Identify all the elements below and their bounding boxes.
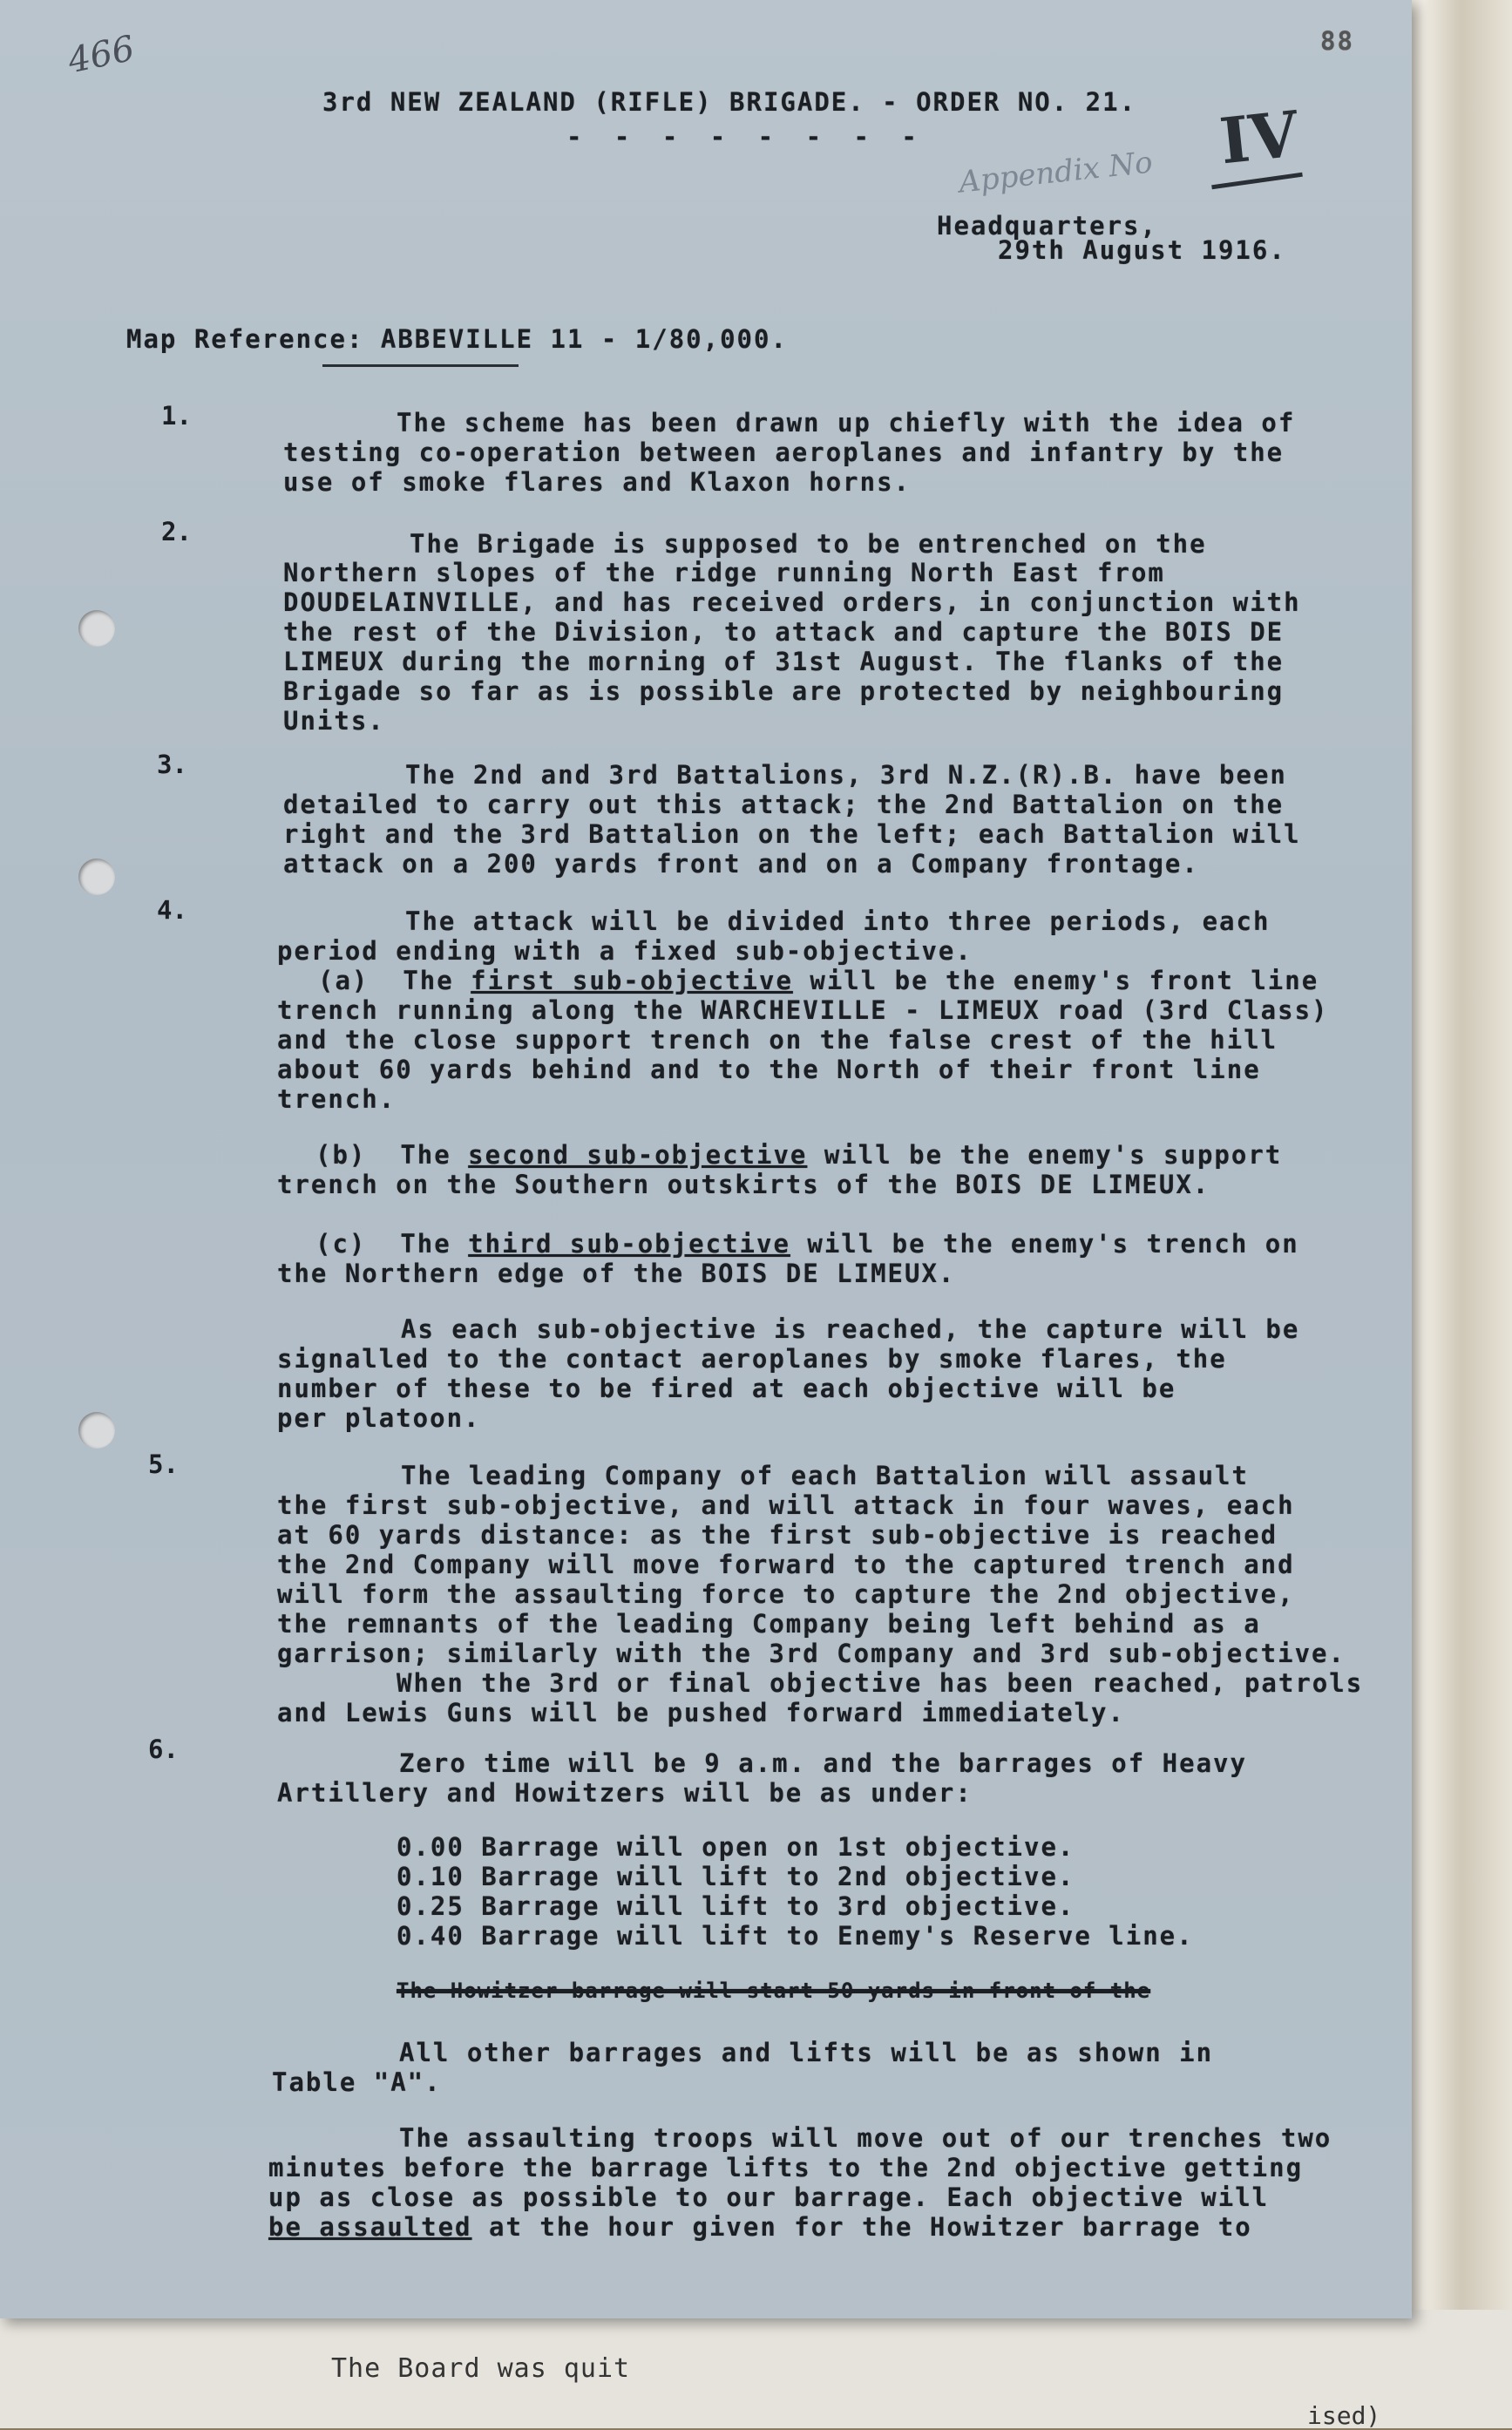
punch-hole <box>78 1412 115 1449</box>
paragraph-line: per platoon. <box>277 1403 481 1433</box>
paragraph-line: The scheme has been drawn up chiefly with the idea of <box>397 408 1296 438</box>
paragraph-line: the first sub-objective, and will attack in four waves, each <box>277 1490 1295 1520</box>
paragraph-line: and Lewis Guns will be pushed forward immediately. <box>277 1698 1125 1727</box>
paragraph-line: trench running along the WARCHEVILLE - LIMEUX road (3rd Class) <box>277 995 1329 1025</box>
paragraph-number: 3. <box>157 750 187 779</box>
paragraph-line: about 60 yards behind and to the North of their front line <box>277 1055 1261 1084</box>
paragraph-number: 2. <box>161 517 192 546</box>
paragraph-line: the rest of the Division, to attack and capture the BOIS DE <box>283 617 1285 647</box>
paragraph-line: The attack will be divided into three periods, each <box>405 906 1271 936</box>
paragraph-line: number of these to be fired at each objective will be <box>277 1374 1176 1403</box>
paragraph-line: detailed to carry out this attack; the 2nd Battalion on the <box>283 790 1285 819</box>
punch-hole <box>78 859 115 895</box>
paragraph-line: All other barrages and lifts will be as shown in <box>399 2038 1214 2067</box>
paragraph-number: 5. <box>148 1449 179 1479</box>
paragraph-line: will form the assaulting force to capture the 2nd objective, <box>277 1579 1295 1609</box>
paragraph-line: and the close support trench on the false crest of the hill <box>277 1025 1278 1055</box>
paragraph-line: The Brigade is supposed to be entrenched on the <box>410 529 1207 559</box>
paragraph-line: period ending with a fixed sub-objective. <box>277 936 973 966</box>
paragraph-line: the remnants of the leading Company being left behind as a <box>277 1609 1261 1639</box>
paragraph-line: testing co-operation between aeroplanes and infantry by the <box>283 438 1285 467</box>
sub-objective-c: (c) The third sub-objective will be the enemy's trench on <box>315 1229 1299 1259</box>
paragraph-line: trench on the Southern outskirts of the BOIS DE LIMEUX. <box>277 1170 1210 1199</box>
appendix-numeral: IV <box>1216 96 1302 179</box>
paragraph-line: trench. <box>277 1084 397 1114</box>
paragraph-line: at 60 yards distance: as the first sub-objective is reached <box>277 1520 1278 1550</box>
page-number: 466 <box>64 28 139 82</box>
paragraph-line: minutes before the barrage lifts to the 2nd objective getting <box>268 2153 1304 2182</box>
paragraph-line: use of smoke flares and Klaxon horns. <box>283 467 912 497</box>
paragraph-line: The assaulting troops will move out of our trenches two <box>399 2123 1332 2153</box>
barrage-row: 0.00 Barrage will open on 1st objective. <box>397 1832 1075 1862</box>
underlying-page-text-2: ised) <box>1307 2401 1381 2430</box>
paragraph-line: right and the 3rd Battalion on the left; each Battalion will <box>283 819 1301 849</box>
paragraph-line: The leading Company of each Battalion will assault <box>401 1461 1249 1490</box>
paragraph-number: 4. <box>157 895 187 925</box>
paragraph-line: Units. <box>283 706 385 736</box>
paragraph-line: Artillery and Howitzers will be as under: <box>277 1778 973 1808</box>
paragraph-line: garrison; similarly with the 3rd Company and 3rd sub-objective. <box>277 1639 1346 1668</box>
paragraph-line: Brigade so far as is possible are protected by neighbouring <box>283 676 1285 706</box>
underlying-page-bottom <box>0 2310 1512 2428</box>
document-title: 3rd NEW ZEALAND (RIFLE) BRIGADE. - ORDER NO. 21. <box>322 87 1137 117</box>
paragraph-line: the Northern edge of the BOIS DE LIMEUX. <box>277 1259 956 1288</box>
title-dashes: - - - - - - - - <box>566 122 926 152</box>
paragraph-line: the 2nd Company will move forward to the captured trench and <box>277 1550 1295 1579</box>
sub-objective-b: (b) The second sub-objective will be the enemy's support <box>315 1140 1283 1170</box>
paragraph-line: The 2nd and 3rd Battalions, 3rd N.Z.(R).B. have been <box>405 760 1287 790</box>
struck-out-line: The Howitzer barrage will start 50 yards in front of the <box>397 1979 1151 2003</box>
paragraph-line: DOUDELAINVILLE, and has received orders, in conjunction with <box>283 587 1301 617</box>
paragraph-line: attack on a 200 yards front and on a Company frontage. <box>283 849 1199 879</box>
map-reference: Map Reference: ABBEVILLE 11 - 1/80,000. <box>126 324 788 354</box>
paragraph-number: 6. <box>148 1734 179 1764</box>
paragraph-line: LIMEUX during the morning of 31st August. The flanks of the <box>283 647 1285 676</box>
paragraph-line: When the 3rd or final objective has been reached, patrols <box>397 1668 1364 1698</box>
paragraph-line: As each sub-objective is reached, the capture will be <box>401 1314 1300 1344</box>
document-date: 29th August 1916. <box>998 235 1286 265</box>
barrage-row: 0.10 Barrage will lift to 2nd objective. <box>397 1862 1075 1891</box>
paragraph-line: signalled to the contact aeroplanes by smoke flares, the <box>277 1344 1227 1374</box>
paragraph-line: Table "A". <box>272 2067 442 2097</box>
barrage-row: 0.25 Barrage will lift to 3rd objective. <box>397 1891 1075 1921</box>
paragraph-line: Zero time will be 9 a.m. and the barrages of Heavy <box>399 1748 1247 1778</box>
paragraph-line: up as close as possible to our barrage. Each objective will <box>268 2182 1270 2212</box>
corner-mark: 88 <box>1320 26 1354 56</box>
sub-objective-a: (a) The first sub-objective will be the enemy's front line <box>318 966 1319 995</box>
punch-hole <box>78 610 115 647</box>
hq-label: Headquarters, <box>937 211 1157 241</box>
underlying-page-text: The Board was quit <box>331 2353 631 2384</box>
appendix-label: Appendix No <box>957 145 1155 200</box>
last-line: be assaulted at the hour given for the Howitzer barrage to <box>268 2212 1252 2242</box>
barrage-row: 0.40 Barrage will lift to Enemy's Reserve line. <box>397 1921 1194 1951</box>
map-reference-underline <box>322 364 519 367</box>
paragraph-line: Northern slopes of the ridge running North East from <box>283 558 1165 587</box>
paragraph-number: 1. <box>161 401 192 431</box>
